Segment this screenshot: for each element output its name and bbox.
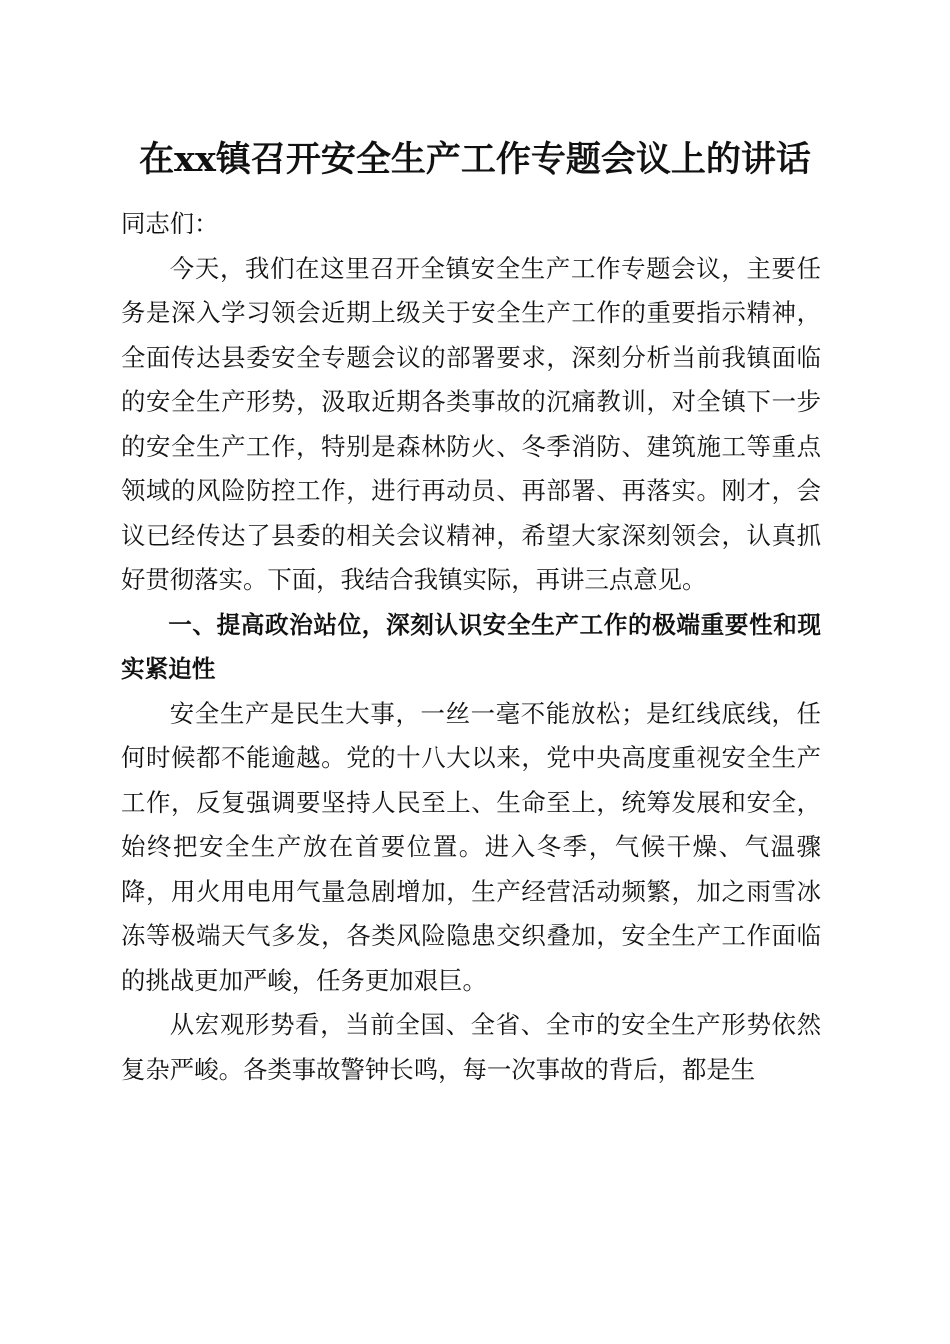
section-1-paragraph-1: 安全生产是民生大事，一丝一毫不能放松；是红线底线，任何时候都不能逾越。党的十八大以来，党中央高度重视安全生产工作，反复强调要坚持人民至上、生命至上，统筹发展和安全，始终把安全生产放在首要位置。进入冬季，气候干燥、气温骤降，用火用电用气量急剧增加，生产经营活动频繁，加之雨雪冰冻等极端天气多发，各类风险隐患交织叠加，安全生产工作面临的挑战更加严峻，任务更加艰巨。 [121,698,821,995]
document-body [121,202,821,1092]
section-1-paragraph-2: 从宏观形势看，当前全国、全省、全市的安全生产形势依然复杂严峻。各类事故警钟长鸣，每一次事故的背后，都是生 [121,1010,821,1084]
document-title: 在xx镇召开安全生产工作专题会议上的讲话 [139,139,811,180]
opening-paragraph: 今天，我们在这里召开全镇安全生产工作专题会议，主要任务是深入学习领会近期上级关于安全生产工作的重要指示精神，全面传达县委安全专题会议的部署要求，深刻分析当前我镇面临的安全生产形势，汲取近期各类事故的沉痛教训，对全镇下一步的安全生产工作，特别是森林防火、冬季消防、建筑施工等重点领域的风险防控工作，进行再动员、再部署、再落实。刚才，会议已经传达了县委的相关会议精神，希望大家深刻领会，认真抓好贯彻落实。下面，我结合我镇实际，再讲三点意见。 [121,253,821,594]
section-heading-1: 一、提高政治站位，深刻认识安全生产工作的极端重要性和现实紧迫性 [121,610,821,683]
salutation: 同志们： [121,209,219,238]
